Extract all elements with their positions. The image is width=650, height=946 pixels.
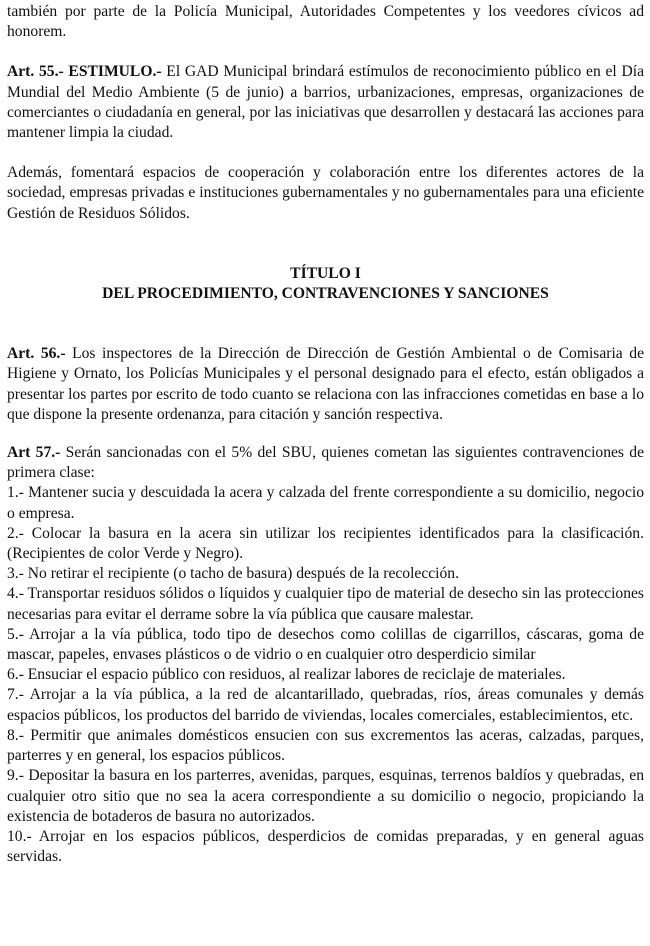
list-item: 7.- Arrojar a la vía pública, a la red de alcantarillado, quebradas, ríos, áreas comunales y demás espacios públicos, los productos del barrido de viviendas, locales comerciales, establecimientos, etc. — [7, 686, 644, 724]
article-57 — [7, 443, 644, 483]
article-57-text: Serán sancionadas con el 5% del SBU, quienes cometan las siguientes contravenciones de primera clase: — [7, 444, 644, 482]
article-56-text: Los inspectores de la Dirección de Dirección de Gestión Ambiental o de Comisaria de Higiene y Ornato, los Policías Municipales y el personal designado para el efecto, están obligados a presentar los partes por escrito de todo cuanto se relaciona con las infracciones cometidas en base a lo que dispone la presente ordenanza, para citación y sanción respectiva. — [7, 345, 644, 423]
list-item: 1.- Mantener sucia y descuidada la acera y calzada del frente correspondiente a su domicilio, negocio o empresa. — [7, 484, 644, 522]
article-55-text: El GAD Municipal brindará estímulos de reconocimiento público en el Día Mundial del Medio Ambiente (5 de junio) a barrios, urbanizaciones, empresas, organizaciones de comerciantes o ciudadanía en general, por las iniciativas que desarrollen y destacará las acciones para mantener limpia la ciudad. — [7, 63, 644, 142]
article-55 — [7, 62, 644, 143]
list-item: 8.- Permitir que animales domésticos ensucien con sus excrementos las aceras, calzadas, parques, parterres y en general, los espacios públicos. — [7, 726, 644, 765]
title-heading — [7, 264, 644, 304]
list-item: 6.- Ensuciar el espacio público con residuos, al realizar labores de reciclaje de materiales. — [7, 666, 566, 684]
title-number: TÍTULO I — [290, 264, 361, 282]
list-item: 9.- Depositar la basura en los parterres, avenidas, parques, esquinas, terrenos baldíos y quebradas, en cualquier otro sitio que no sea la acera correspondiente a su domicilio o negocio, propiciando la existencia de botaderos de basura no autorizados. — [7, 767, 644, 825]
article-56 — [7, 344, 644, 425]
title-subject: DEL PROCEDIMIENTO, CONTRAVENCIONES Y SANCIONES — [102, 285, 549, 303]
article-55-paragraph-2: Además, fomentará espacios de cooperación y colaboración entre los diferentes actores de la sociedad, empresas privadas e instituciones gubernamentales y no gubernamentales para una eficiente Gestión de Residuos Sólidos. — [7, 164, 644, 222]
list-item: 5.- Arrojar a la vía pública, todo tipo de desechos como colillas de cigarrillos, cáscaras, goma de mascar, papeles, envases plásticos o de vidrio o en cualquier otro desperdicio similar — [7, 625, 644, 664]
list-item: 2.- Colocar la basura en la acera sin utilizar los recipientes identificados para la clasificación. (Recipientes de color Verde y Negro). — [7, 524, 644, 563]
list-item: 4.- Transportar residuos sólidos o líquidos y cualquier tipo de material de desecho sin las protecciones necesarias para evitar el derrame sobre la vía pública que causare malestar. — [7, 585, 644, 623]
list-item: 10.- Arrojar en los espacios públicos, desperdicios de comidas preparadas, y en general aguas servidas. — [7, 827, 644, 866]
article-55-heading: Art. 55.- ESTIMULO.- — [7, 63, 162, 81]
article-56-heading: Art. 56.- — [7, 345, 66, 363]
list-item: 3.- No retirar el recipiente (o tacho de basura) después de la recolección. — [7, 565, 459, 583]
intro-paragraph: también por parte de la Policía Municipal, Autoridades Competentes y los veedores cívicos ad honorem. — [7, 3, 644, 41]
article-57-heading: Art 57.- — [7, 444, 61, 462]
